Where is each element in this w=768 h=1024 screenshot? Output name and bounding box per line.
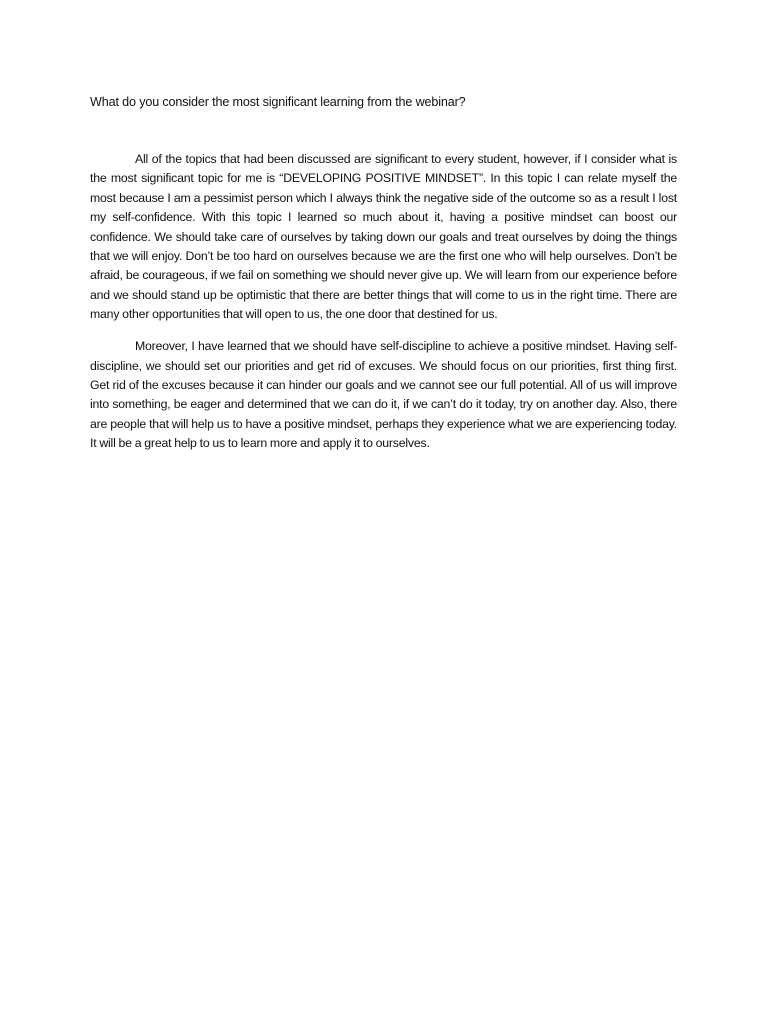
question-heading: What do you consider the most significant learning from the webinar? [90, 95, 466, 109]
answer-paragraph-1: All of the topics that had been discussed are significant to every student, however, if I consider what is the most significant topic for me is “DEVELOPING POSITIVE MINDSET”. In this topic I can relate myself the most because I am a pessimist person which I always think the negative side of the outcome so as a result I lost my self-confidence. With this topic I learned so much about it, having a positive mindset can boost our confidence. We should take care of ourselves by taking down our goals and treat ourselves by doing the things that we will enjoy. Don’t be too hard on ourselves because we are the first one who will help ourselves. Don’t be afraid, be courageous, if we fail on something we should never give up. We will learn from our experience before and we should stand up be optimistic that there are better things that will come to us in the right time. There are many other opportunities that will open to us, the one door that destined for us. [90, 152, 677, 322]
answer-paragraph-2: Moreover, I have learned that we should have self-discipline to achieve a positive mindset. Having self-discipline, we should set our priorities and get rid of excuses. We should focus on our priorities, first thing first. Get rid of the excuses because it can hinder our goals and we cannot see our full potential. All of us will improve into something, be eager and determined that we can do it, if we can’t do it today, try on another day. Also, there are people that will help us to have a positive mindset, perhaps they experience what we are experiencing today. It will be a great help to us to learn more and apply it to ourselves. [90, 339, 677, 451]
answer-body [90, 150, 677, 466]
